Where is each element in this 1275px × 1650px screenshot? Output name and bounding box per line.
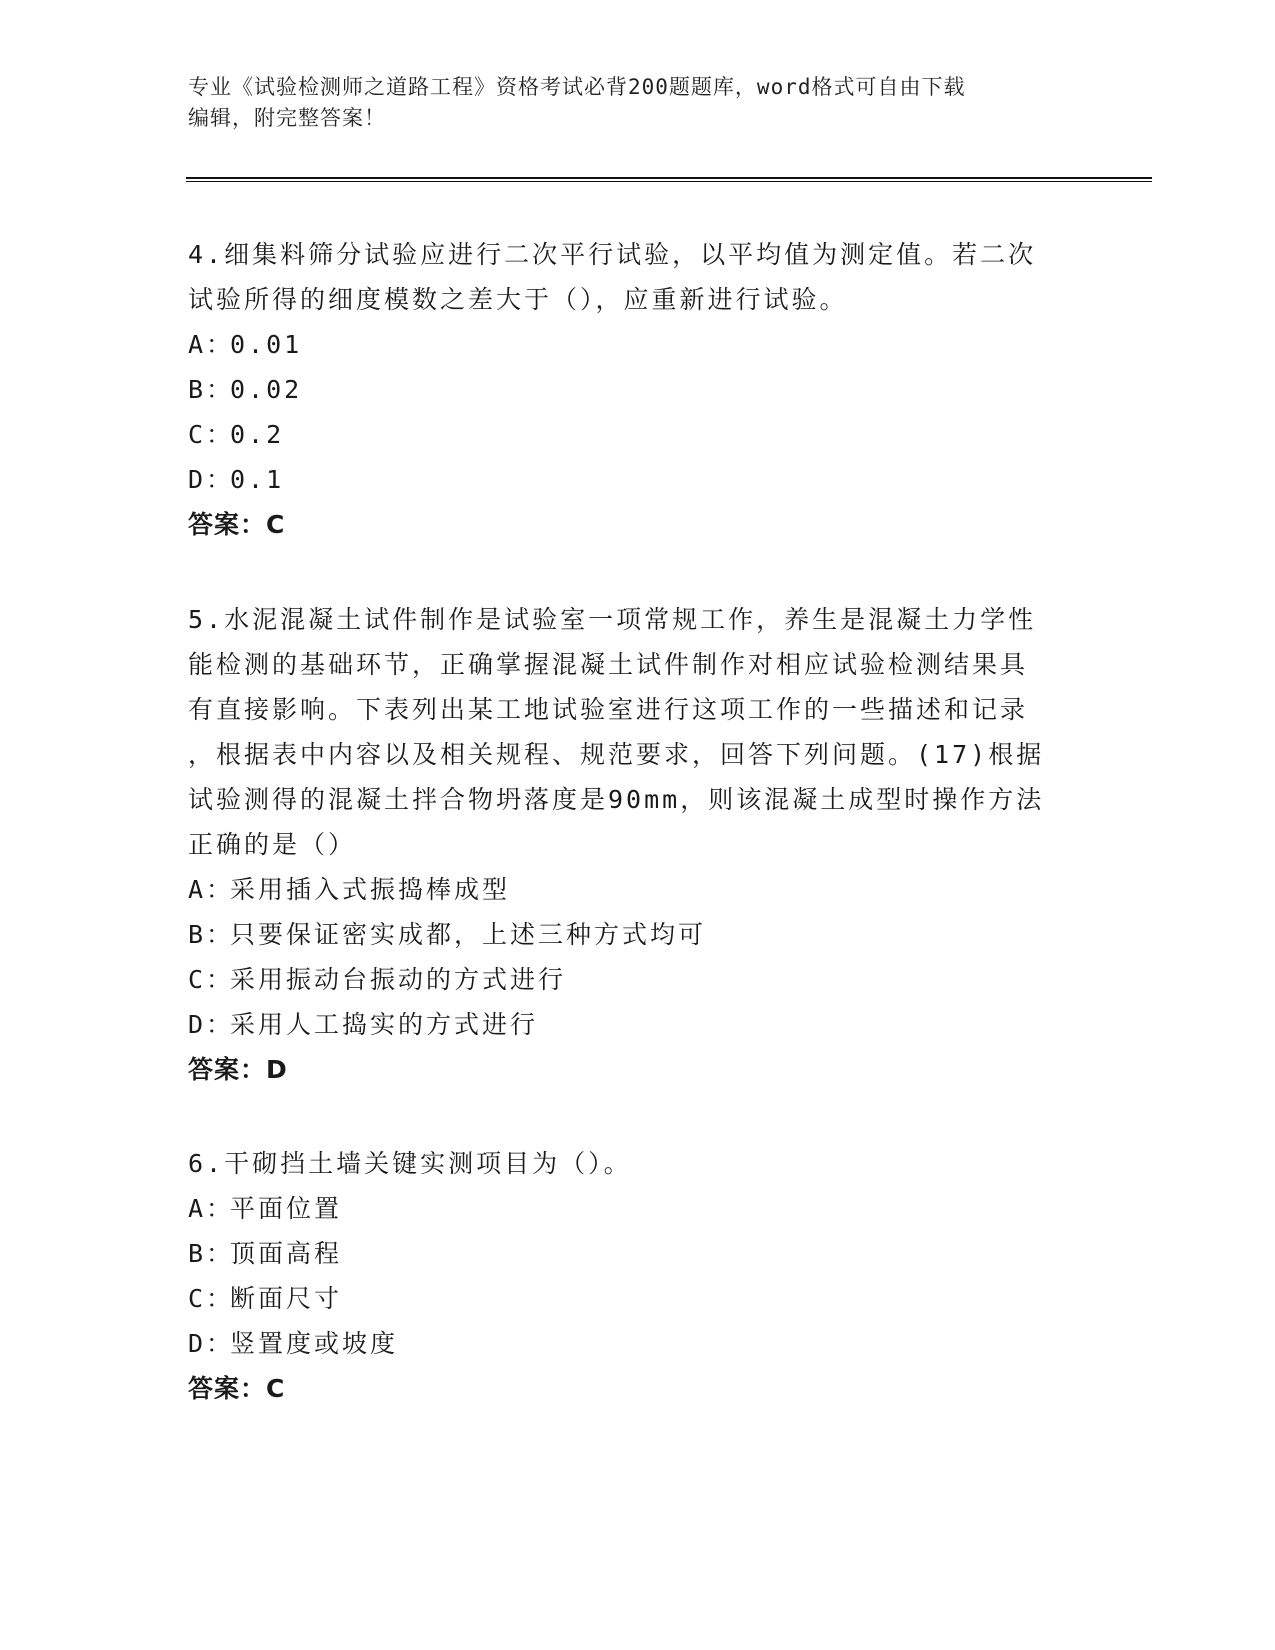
option-key: C：: [188, 1284, 235, 1313]
option-text: 只要保证密实成都，上述三种方式均可: [230, 920, 707, 949]
option-b: [188, 1231, 1068, 1276]
header-title-line-1: 专业《试验检测师之道路工程》资格考试必背200题题库，word格式可自由下载: [188, 75, 966, 99]
document-header: [188, 72, 1068, 134]
option-d: [188, 457, 1068, 502]
option-key: D：: [188, 1010, 235, 1039]
option-text: 采用人工捣实的方式进行: [230, 1010, 539, 1039]
option-text: 0.02: [230, 375, 303, 404]
option-d: [188, 1321, 1068, 1366]
question-stem: [188, 232, 1068, 322]
option-text: 采用振动台振动的方式进行: [230, 965, 567, 994]
header-title-line-2: 编辑，附完整答案！: [188, 106, 386, 130]
question-6: [188, 1141, 1068, 1411]
option-key: D：: [188, 1329, 235, 1358]
header-divider: [186, 177, 1152, 182]
question-stem: [188, 1141, 1068, 1186]
option-text: 0.01: [230, 330, 303, 359]
option-text: 顶面高程: [230, 1239, 343, 1268]
option-c: [188, 957, 1068, 1002]
question-stem-line: 能检测的基础环节，正确掌握混凝土试件制作对相应试验检测结果具: [188, 650, 1029, 679]
option-text: 0.1: [230, 465, 285, 494]
answer-line: 答案：D: [188, 1055, 288, 1084]
option-text: 断面尺寸: [230, 1284, 343, 1313]
answer-line: 答案：C: [188, 1374, 286, 1403]
option-b: [188, 367, 1068, 412]
option-list: [188, 1186, 1068, 1366]
option-list: [188, 867, 1068, 1047]
option-key: B：: [188, 375, 235, 404]
question-stem-line: 正确的是（）: [188, 830, 357, 859]
option-b: [188, 912, 1068, 957]
option-text: 竖置度或坡度: [230, 1329, 399, 1358]
option-c: [188, 412, 1068, 457]
question-stem: [188, 597, 1068, 867]
option-key: B：: [188, 1239, 235, 1268]
option-text: 采用插入式振捣棒成型: [230, 875, 511, 904]
question-stem-line: ，根据表中内容以及相关规程、规范要求，回答下列问题。(17)根据: [188, 740, 1045, 769]
question-stem-line: 试验所得的细度模数之差大于（），应重新进行试验。: [188, 285, 848, 314]
option-d: [188, 1002, 1068, 1047]
option-key: C：: [188, 420, 235, 449]
option-text: 平面位置: [230, 1194, 343, 1223]
answer-line: 答案：C: [188, 510, 286, 539]
question-stem-line: 6.干砌挡土墙关键实测项目为（）。: [188, 1149, 632, 1178]
option-key: A：: [188, 1194, 235, 1223]
option-key: C：: [188, 965, 235, 994]
option-a: [188, 867, 1068, 912]
option-key: A：: [188, 330, 235, 359]
option-c: [188, 1276, 1068, 1321]
option-key: D：: [188, 465, 235, 494]
question-stem-line: 试验测得的混凝土拌合物坍落度是90mm，则该混凝土成型时操作方法: [188, 785, 1045, 814]
option-a: [188, 1186, 1068, 1231]
question-stem-line: 4.细集料筛分试验应进行二次平行试验，以平均值为测定值。若二次: [188, 240, 1037, 269]
option-key: B：: [188, 920, 235, 949]
option-a: [188, 322, 1068, 367]
question-stem-line: 5.水泥混凝土试件制作是试验室一项常规工作，养生是混凝土力学性: [188, 605, 1037, 634]
question-stem-line: 有直接影响。下表列出某工地试验室进行这项工作的一些描述和记录: [188, 695, 1029, 724]
option-list: [188, 322, 1068, 502]
question-5: [188, 597, 1068, 1092]
option-text: 0.2: [230, 420, 285, 449]
question-4: [188, 232, 1068, 547]
option-key: A：: [188, 875, 235, 904]
